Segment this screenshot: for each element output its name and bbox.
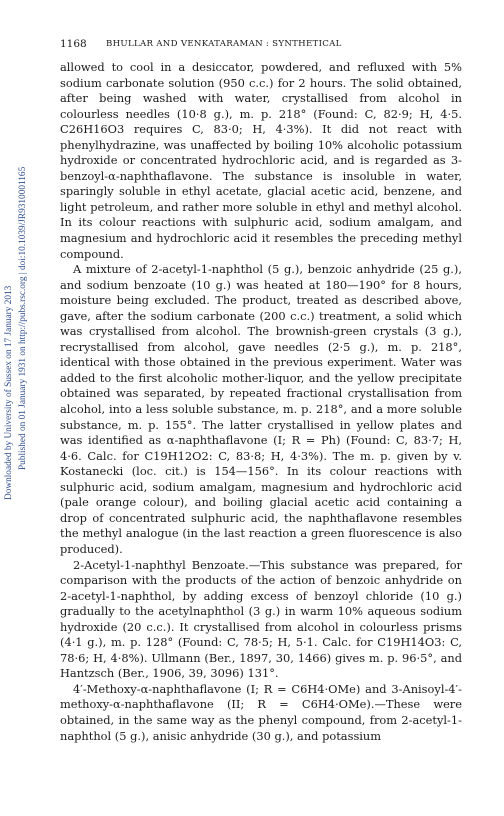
paragraph-benzoyl-naphthaflavone: allowed to cool in a desiccator, powdered, and refluxed with 5% sodium carbonate solution (950 c.c.) for 2 hours. The solid obtained, after being washed with water, crystallised from alcohol in colourless needles (10·8 g.), m. p. 218° (Found: C, 82·9; H, 4·5. C26H16O3 requires C, 83·0; H, 4·3%). It did not react with phenylhydrazine, was unaffected by boiling 10% alcoholic potassium hydroxide or concentrated hydrochloric acid, and is regarded as 3-benzoyl-α-naphthaflavone. The substance is insoluble in water, sparingly soluble in ethyl acetate, glacial acetic acid, benzene, and light petroleum, and rather more soluble in ethyl and methyl alcohol. In its colour reactions with sulphuric acid, sodium amalgam, and magnesium and hydrochloric acid it resembles the preceding methyl compound.: [60, 60, 462, 261]
paragraph-acetyl-naphthol-mixture: A mixture of 2-acetyl-1-naphthol (5 g.), benzoic anhydride (25 g.), and sodium benzoate (10 g.) was heated at 180—190° for 8 hours, moisture being excluded. The product, treated as described above, gave, after the sodium carbonate (200 c.c.) treatment, a solid which was crystallised from alcohol. The brownish-green crystals (3 g.), recrystallised from alcohol, gave needles (2·5 g.), m. p. 218°, identical with those obtained in the previous experiment. Water was added to the first alcoholic mother-liquor, and the yellow precipitate obtained was separated, by repeated fractional crystallisation from alcohol, into a less soluble substance, m. p. 218°, and a more soluble substance, m. p. 155°. The latter crystallised in yellow plates and was identified as α-naphthaflavone (I; R = Ph) (Found: C, 83·7; H, 4·6. Calc. for C19H12O2: C, 83·8; H, 4·3%). The m. p. given by v. Kostanecki (loc. cit.) is 154—156°. In its colour reactions with sulphuric acid, sodium amalgam, magnesium and hydrochloric acid (pale orange colour), and boiling glacial acetic acid containing a drop of concentrated sulphuric acid, the naphthaflavone resembles the methyl analogue (in the last reaction a green fluorescence is also produced).: [60, 262, 462, 556]
running-title: BHULLAR AND VENKATARAMAN : SYNTHETICAL: [106, 39, 342, 49]
margin-download-note[interactable]: Downloaded by University of Sussex on 17 January 2013: [4, 285, 14, 500]
page-number: 1168: [60, 38, 87, 50]
paragraph-acetyl-naphthyl-benzoate: 2-Acetyl-1-naphthyl Benzoate.—This substance was prepared, for comparison with the products of the action of benzoic anhydride on 2-acetyl-1-naphthol, by adding excess of benzoyl chloride (10 g.) gradually to the acetylnaphthol (3 g.) in warm 10% aqueous sodium hydroxide (20 c.c.). It crystallised from alcohol in colourless prisms (4·1 g.), m. p. 128° (Found: C, 78·5; H, 5·1. Calc. for C19H14O3: C, 78·6; H, 4·8%). Ullmann (Ber., 1897, 30, 1466) gives m. p. 96·5°, and Hantzsch (Ber., 1906, 39, 3096) 131°.: [60, 557, 462, 681]
article-body: [60, 60, 462, 744]
page-header: [60, 38, 460, 52]
margin-publication-note[interactable]: Published on 01 January 1931 on http://pubs.rsc.org | doi:10.1039/JR9310001165: [18, 166, 28, 470]
paragraph-methoxy-naphthaflavone: 4′-Methoxy-α-naphthaflavone (I; R = C6H4·OMe) and 3-Anisoyl-4′-methoxy-α-naphthaflavone (II; R = C6H4·OMe).—These were obtained, in the same way as the phenyl compound, from 2-acetyl-1-naphthol (5 g.), anisic anhydride (30 g.), and potassium: [60, 681, 462, 743]
